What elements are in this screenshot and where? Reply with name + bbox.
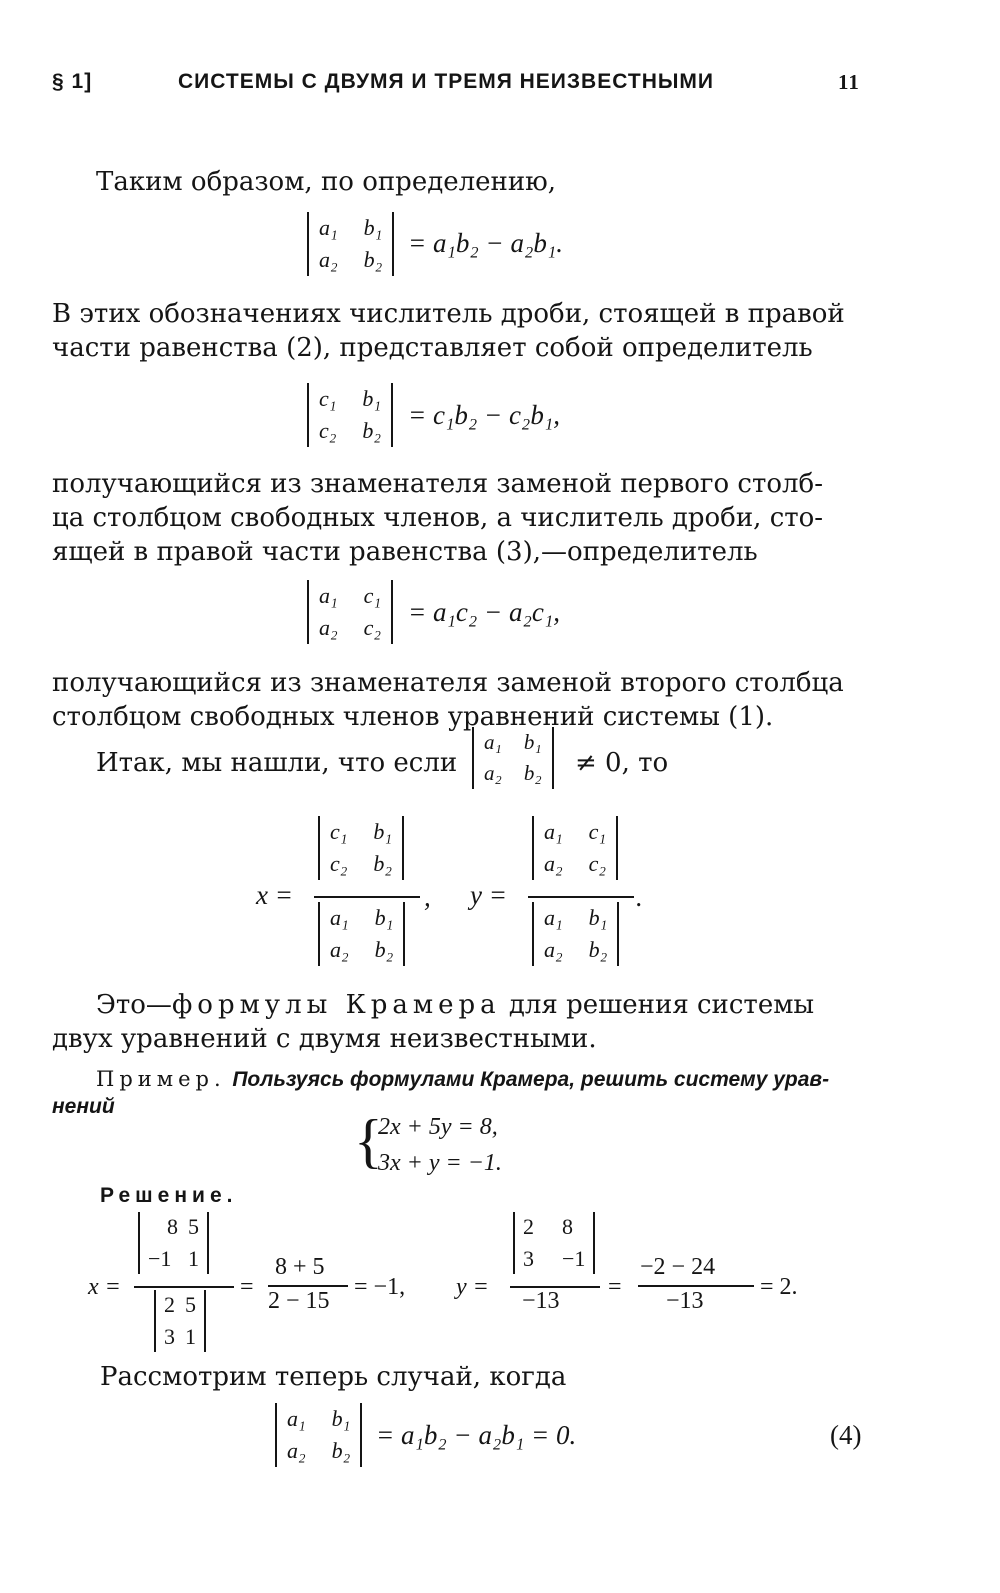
det-cell: b₂: [523, 761, 542, 785]
solution-y-simple-bar: [638, 1285, 754, 1287]
det-cell: c₂: [319, 418, 337, 443]
det-zero-expansion: = a₁b₂ − a₂b₁ = 0.: [376, 1420, 577, 1450]
solution-x-denominator-det: [154, 1290, 206, 1352]
section-number: § 1]: [52, 70, 93, 93]
det-cell: a₂: [544, 851, 563, 876]
system-equation-2: 3x + y = −1.: [378, 1150, 502, 1176]
det-cell: b₂: [588, 937, 608, 962]
solution-x-label: x =: [88, 1274, 121, 1300]
paragraph-consider-case: Рассмотрим теперь случай, когда: [100, 1362, 567, 1392]
paragraph-if-nonzero: Итак, мы нашли, что если: [96, 748, 458, 778]
det-cell: a₁: [544, 819, 563, 844]
paragraph-replacement-line3: ящей в правой части равенства (3),—определитель: [52, 537, 758, 567]
paragraph-replacement-line2: ца столбцом свободных членов, а числитель дроби, сто-: [52, 503, 824, 533]
paragraph-second-column-line2: столбцом свободных членов уравнений системы (1).: [52, 702, 774, 732]
det-ab-expansion: = a₁b₂ − a₂b₁.: [408, 228, 563, 258]
determinant-cb: [307, 383, 393, 447]
det-cell: c₁: [330, 819, 348, 844]
det-cell: a₂: [330, 937, 349, 962]
det-cell: b₁: [331, 1406, 351, 1431]
solution-text: Решение.: [100, 1184, 238, 1207]
det-cell: a₂: [319, 247, 338, 272]
determinant-condition: [472, 727, 554, 789]
det-cell: c₂: [588, 851, 607, 876]
determinant-zero: [275, 1403, 362, 1467]
paragraph-definition: Таким образом, по определению,: [96, 167, 557, 197]
det-cell: b₂: [362, 418, 382, 443]
running-title: СИСТЕМЫ С ДВУМЯ И ТРЕМЯ НЕИЗВЕСТНЫМИ: [178, 70, 715, 93]
solution-x-fraction-bar: [134, 1286, 234, 1288]
cramer-comma: ,: [424, 882, 431, 912]
paragraph-cramer-line2: двух уравнений с двумя неизвестными.: [52, 1024, 597, 1054]
det-cell: 2: [523, 1214, 534, 1239]
solution-label: [100, 1182, 237, 1209]
determinant-ab: [307, 212, 394, 276]
solution-y-label: y =: [456, 1274, 489, 1300]
det-cell: −1: [562, 1246, 586, 1271]
det-cell: b₁: [362, 386, 382, 411]
det-cell: a₁: [330, 905, 349, 930]
det-cb-expansion: = c₁b₂ − c₂b₁,: [408, 400, 560, 430]
example-label: Пример.: [96, 1067, 226, 1091]
solution-x-fraction-numerator: 8 + 5: [275, 1254, 325, 1280]
det-cell: 1: [185, 1324, 196, 1349]
det-cell: b₁: [374, 905, 394, 930]
det-cell: a₂: [544, 937, 563, 962]
text-fragment: Это—: [96, 990, 172, 1020]
paragraph-numerator-line1: В этих обозначениях числитель дроби, стоящей в правой: [52, 299, 845, 329]
det-cell: c₁: [588, 819, 607, 844]
det-cell: b₂: [373, 851, 393, 876]
text-fragment: для решения системы: [508, 990, 815, 1020]
solution-x-equals: =: [240, 1274, 254, 1300]
paragraph-replacement-line1: получающийся из знаменателя заменой первого столб-: [52, 469, 823, 499]
system-equation-1: 2x + 5y = 8,: [378, 1114, 498, 1140]
det-ac-expansion: = a₁c₂ − a₂c₁,: [408, 597, 560, 627]
det-cell: −1: [148, 1246, 172, 1271]
det-cell: b₂: [331, 1438, 351, 1463]
determinant-ac: [307, 580, 393, 644]
solution-x-numerator-det: [138, 1212, 209, 1274]
cramer-y-fraction-bar: [528, 896, 634, 898]
solution-x-result: = −1,: [354, 1274, 406, 1300]
example-text: Пользуясь формулами Крамера, решить систему урав-: [232, 1068, 830, 1091]
cramer-x-numerator: [318, 816, 404, 880]
det-cell: a₁: [319, 215, 338, 240]
det-cell: a₁: [544, 905, 563, 930]
det-cell: a₂: [319, 615, 338, 640]
det-cell: 3: [523, 1246, 534, 1271]
det-cell: 5: [188, 1214, 199, 1239]
det-cell: a₂: [287, 1438, 306, 1463]
cramer-y-label: y =: [470, 880, 507, 910]
system-brace: {: [354, 1108, 383, 1174]
solution-x-fraction-denominator: 2 − 15: [268, 1288, 330, 1314]
cramer-y-denominator: [532, 902, 619, 966]
paragraph-second-column-line1: получающийся из знаменателя заменой второго столбца: [52, 668, 844, 698]
page-number: 11: [838, 70, 860, 94]
solution-x-simple-bar: [268, 1285, 348, 1287]
example-line1: [96, 1066, 866, 1093]
det-cell: c₂: [363, 615, 382, 640]
det-cell: b₁: [363, 215, 383, 240]
det-cell: 1: [188, 1246, 199, 1271]
solution-y-fraction-denominator: −13: [666, 1288, 704, 1314]
example-line2: нений: [52, 1095, 115, 1118]
cramer-x-denominator: [318, 902, 405, 966]
paragraph-cramer-formulas: [96, 988, 864, 1022]
paragraph-numerator-line2: части равенства (2), представляет собой определитель: [52, 333, 813, 363]
equation-number-4: (4): [830, 1420, 862, 1450]
cramer-x-label: x =: [256, 880, 293, 910]
det-cell: c₂: [330, 851, 348, 876]
nonzero-condition: ≠ 0, то: [575, 748, 669, 778]
solution-y-denominator: −13: [522, 1288, 560, 1314]
det-cell: a₁: [484, 730, 502, 754]
cramer-x-fraction-bar: [314, 896, 420, 898]
det-cell: a₂: [484, 761, 502, 785]
det-cell: b₁: [588, 905, 608, 930]
det-cell: b₂: [363, 247, 383, 272]
det-cell: c₁: [319, 386, 337, 411]
solution-y-result: = 2.: [760, 1274, 798, 1300]
det-cell: b₁: [523, 730, 542, 754]
solution-y-equals: =: [608, 1274, 622, 1300]
cramer-period: .: [636, 882, 643, 912]
det-cell: a₁: [319, 583, 338, 608]
det-cell: 8: [167, 1214, 178, 1239]
det-cell: c₁: [363, 583, 382, 608]
solution-y-fraction-numerator: −2 − 24: [640, 1254, 716, 1280]
det-cell: b₁: [373, 819, 393, 844]
det-cell: 5: [185, 1292, 196, 1317]
det-cell: 3: [164, 1324, 175, 1349]
det-cell: 2: [164, 1292, 175, 1317]
cramer-y-numerator: [532, 816, 618, 880]
det-cell: a₁: [287, 1406, 306, 1431]
det-cell: b₂: [374, 937, 394, 962]
cramer-term: формулы Крамера: [171, 990, 501, 1020]
solution-y-numerator-det: [513, 1212, 595, 1274]
det-cell: 8: [562, 1214, 573, 1239]
